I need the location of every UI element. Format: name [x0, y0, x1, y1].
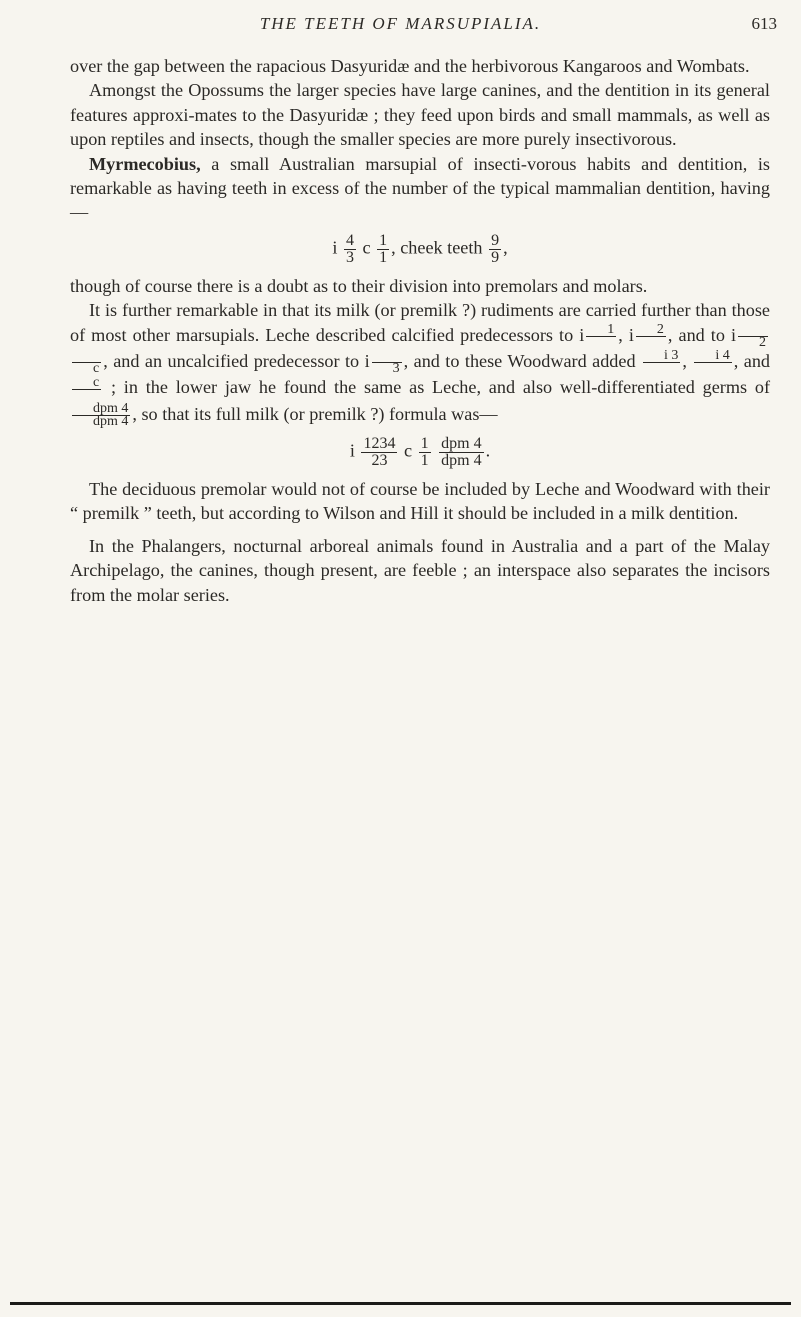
paragraph-1: over the gap between the rapacious Dasyuridæ and the herbivorous Kangaroos and Wombats.	[70, 56, 750, 76]
inline-fraction-7	[72, 374, 101, 402]
inline-fraction-1	[586, 321, 616, 349]
page-number: 613	[751, 14, 777, 33]
inline-fraction-2	[636, 321, 666, 349]
formula1-c-label: c	[362, 237, 371, 258]
frac-bottom	[694, 363, 731, 375]
inline-i-label: i	[730, 324, 737, 345]
inline-fraction-5	[643, 350, 680, 375]
paragraph-5: It is further remarkable in that its milk (or premilk ?) rudiments are carried further than those of most other marsupials. Leche described calcified predecessors to i 1 , i 2 , and to i 2 c , and an uncalcified predecessor to i 3 , and to these Woodward added i 3 , i 4 , and c ; in the lower jaw he found the same as Leche, and also well-differentiated germs of $\frac{\text{dpm 4}}{\text{dpm 4}}$ , so that its full milk (or premilk ?) formula was—	[70, 300, 771, 429]
frac-bottom: 2	[759, 334, 767, 350]
inline-i-label: i	[579, 324, 585, 345]
frac-bottom: 1	[379, 248, 388, 266]
dental-formula-myrmecobius: i $\frac{4}{3}$ c $\frac{1}{1}$ , cheek teeth $\frac{9}{9}$ ,	[332, 231, 508, 266]
frac-top: 4	[345, 231, 354, 249]
frac-bottom: 3	[392, 361, 400, 377]
frac-bottom	[643, 363, 680, 375]
paragraph-3	[70, 152, 770, 225]
frac-bottom: dpm 4	[441, 451, 482, 469]
paragraph-3-text: a small Australian marsupial of insecti-vorous habits and dentition, is remarkable as having teeth in excess of the number of the typical mammalian dentition, having—	[70, 153, 770, 223]
frac-bottom: 1	[420, 451, 429, 469]
formula2-c-fraction	[419, 436, 431, 469]
milk-dental-formula: i $\frac{1234}{23}$ c $\frac{1}{1}$ $\frac{\text{dpm 4}}{\text{dpm 4}}$ .	[349, 434, 491, 469]
paragraph-5-text-d: , and to these Woodward added	[403, 350, 636, 371]
formula2-dpm-fraction	[439, 436, 483, 469]
frac-bottom	[72, 390, 101, 402]
genus-name: Myrmecobius,	[89, 153, 201, 174]
bottom-rule	[10, 1302, 791, 1305]
inline-i-label: i	[628, 324, 634, 345]
paragraph-4: though of course there is a doubt as to their division into premolars and molars.	[70, 275, 648, 296]
formula1-cheek-fraction	[489, 233, 501, 266]
paragraph-5-text-b: , and to	[667, 324, 725, 345]
frac-top: 1	[586, 324, 616, 337]
frac-top: c	[72, 377, 101, 390]
frac-top: dpm 4	[441, 434, 482, 452]
frac-bottom: 23	[371, 451, 388, 469]
formula2-i-label: i	[349, 440, 355, 461]
frac-bottom: c	[93, 361, 100, 377]
paragraph-2: Amongst the Opossums the larger species have large canines, and the dentition in its general features approxi-mates to the Dasyuridæ ; they feed upon birds and small mammals, as well as upon reptiles and insects, though the smaller species are more purely insectivorous.	[70, 80, 770, 150]
inline-fraction-3b	[72, 350, 101, 375]
inline-fraction-3	[738, 324, 768, 349]
frac-top: i 4	[694, 350, 731, 363]
frac-bottom	[586, 337, 616, 349]
formula2-i-fraction	[361, 436, 397, 469]
paragraph-6: The deciduous premolar would not of course be included by Leche and Woodward with their “ premilk ” teeth, but according to Wilson and Hill it should be included in a milk dentition.	[70, 478, 770, 524]
formula1-cheek-label: cheek teeth	[400, 237, 483, 258]
formula2-c-label: c	[403, 440, 413, 461]
paragraph-5-text-g: , so that its full milk (or premilk ?) formula was—	[132, 403, 498, 424]
inline-fraction-8	[72, 400, 130, 429]
paragraph-5-text-e: , and	[733, 350, 771, 371]
paragraph-7: In the Phalangers, nocturnal arboreal animals found in Australia and a part of the Malay Archipelago, the canines, though present, are feeble ; an interspace also separates the incisors from the molar series.	[70, 535, 770, 605]
running-head: THE TEETH OF MARSUPIALIA.	[259, 14, 542, 33]
frac-top: 1	[379, 231, 388, 249]
frac-bottom: 9	[491, 248, 500, 266]
frac-top: 1234	[363, 434, 396, 452]
inline-fraction-6	[694, 350, 731, 375]
frac-top: i 3	[643, 350, 680, 363]
formula1-i-label: i	[332, 237, 338, 258]
inline-fraction-4	[372, 350, 402, 375]
frac-top: dpm 4	[72, 403, 130, 416]
page-body	[70, 54, 770, 607]
paragraph-5-text-c: , and an uncalcified predecessor to	[103, 350, 360, 371]
page-header	[0, 14, 801, 42]
formula1-c-fraction	[377, 233, 389, 266]
inline-i-label: i	[364, 350, 370, 371]
paragraph-5-text-a: It is further remarkable in that its milk (or premilk ?) rudiments are carried further than those of most other marsupials. Leche described calcified predecessors to	[70, 300, 770, 345]
frac-bottom: 3	[345, 248, 354, 266]
frac-top: 1	[420, 434, 429, 452]
frac-top: 2	[636, 324, 666, 337]
frac-bottom	[636, 337, 666, 349]
paragraph-5-text-f: ; in the lower jaw he found the same as Leche, and also well-differentiated germs of	[110, 377, 770, 398]
formula1-i-fraction	[344, 233, 356, 266]
frac-bottom: dpm 4	[93, 413, 129, 429]
frac-top: 9	[491, 231, 500, 249]
paragraph-gap	[70, 526, 770, 534]
